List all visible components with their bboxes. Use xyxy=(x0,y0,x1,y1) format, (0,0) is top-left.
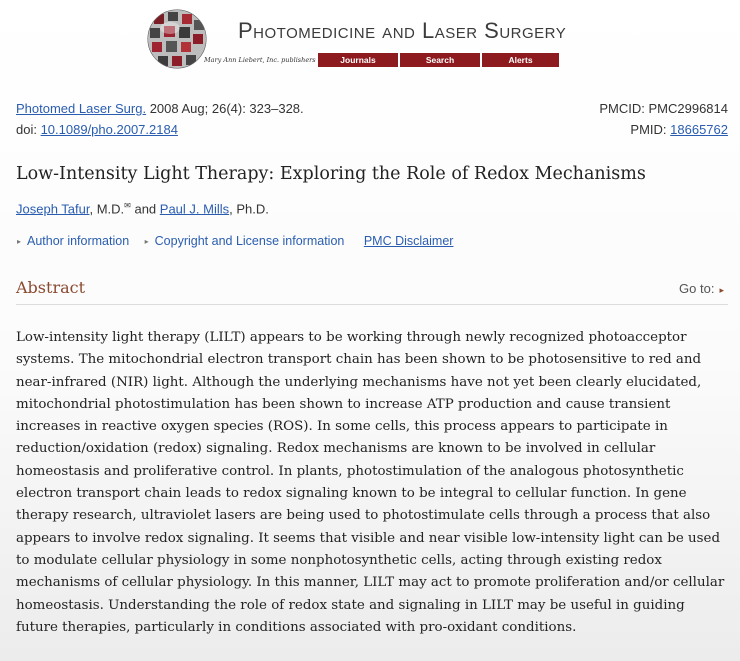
author-list xyxy=(16,201,269,216)
doi-link[interactable]: 10.1089/pho.2007.2184 xyxy=(40,122,178,137)
article-info-links xyxy=(17,234,453,248)
author-information-toggle[interactable]: Author information xyxy=(27,234,130,248)
email-icon[interactable]: ✉ xyxy=(124,201,131,210)
pmid-link[interactable]: 18665762 xyxy=(670,122,728,137)
citation-block xyxy=(16,98,304,140)
pmid-label: PMID: xyxy=(630,122,671,137)
journal-abbrev-link[interactable]: Photomed Laser Surg. xyxy=(16,101,147,116)
journal-nav xyxy=(318,53,559,67)
journal-title[interactable]: Photomedicine and Laser Surgery xyxy=(238,18,567,43)
identifier-block xyxy=(599,98,728,140)
goto-arrow-icon[interactable]: ▸ xyxy=(719,285,724,295)
globe-logo-icon[interactable] xyxy=(146,8,208,70)
author-link-tafur[interactable]: Joseph Tafur xyxy=(16,201,90,217)
goto-menu[interactable] xyxy=(679,281,724,296)
publisher-name: Mary Ann Liebert, Inc. publishers xyxy=(204,56,316,64)
nav-search-button[interactable]: Search xyxy=(400,53,480,67)
expand-triangle-icon: ▸ xyxy=(144,237,149,247)
author-degree: , Ph.D. xyxy=(229,201,269,217)
goto-label[interactable]: Go to: xyxy=(679,281,715,296)
author-conjunction: and xyxy=(130,201,160,217)
abstract-heading: Abstract xyxy=(16,278,86,297)
nav-alerts-button[interactable]: Alerts xyxy=(482,53,559,67)
citation-line xyxy=(16,98,304,119)
abstract-text: Low-intensity light therapy (LILT) appears to be working through newly recognized photoacceptor systems. The mitochondrial electron transport chain has been shown to be photosensitive to red and near-infrared (NIR) light. Although the underlying mechanisms have not yet been clearly elucidated, mitochondrial photostimulation has been shown to increase ATP production and cause transient increases in reactive oxygen species (ROS). In some cells, this process appears to participate in reduction/oxidation (redox) signaling. Redox mechanisms are known to be involved in cellular homeostasis and proliferative control. In plants, photostimulation of the analogous photosynthetic electron transport chain leads to redox signaling known to be integral to cellular function. In gene therapy research, ultraviolet lasers are being used to photostimulate cells through a process that also appears to involve redox signaling. It seems that visible and near visible low-intensity light can be used to modulate cellular physiology in some nonphotosynthetic cells, acting through existing redox mechanisms of cellular physiology. In this manner, LILT may act to promote proliferation and/or cellular homeostasis. Understanding the role of redox state and signaling in LILT may be useful in guiding future therapies, particularly in conditions associated with pro-oxidant conditions. xyxy=(16,330,725,635)
journal-header xyxy=(0,0,740,80)
article-title: Low-Intensity Light Therapy: Exploring the Role of Redox Mechanisms xyxy=(16,164,646,184)
pmcid: PMCID: PMC2996814 xyxy=(599,101,728,116)
expand-triangle-icon: ▸ xyxy=(17,237,22,247)
nav-journals-button[interactable]: Journals xyxy=(318,53,398,67)
author-link-mills[interactable]: Paul J. Mills xyxy=(159,201,230,217)
section-divider xyxy=(16,304,728,305)
citation-details: 2008 Aug; 26(4): 323–328. xyxy=(146,101,304,116)
doi-label: doi: xyxy=(16,122,41,137)
author-degree: , M.D. xyxy=(89,201,125,217)
pmid-line xyxy=(599,119,728,140)
pmc-disclaimer-link[interactable]: PMC Disclaimer xyxy=(363,234,454,248)
doi-line xyxy=(16,119,304,140)
copyright-license-toggle[interactable]: Copyright and License information xyxy=(154,234,345,248)
